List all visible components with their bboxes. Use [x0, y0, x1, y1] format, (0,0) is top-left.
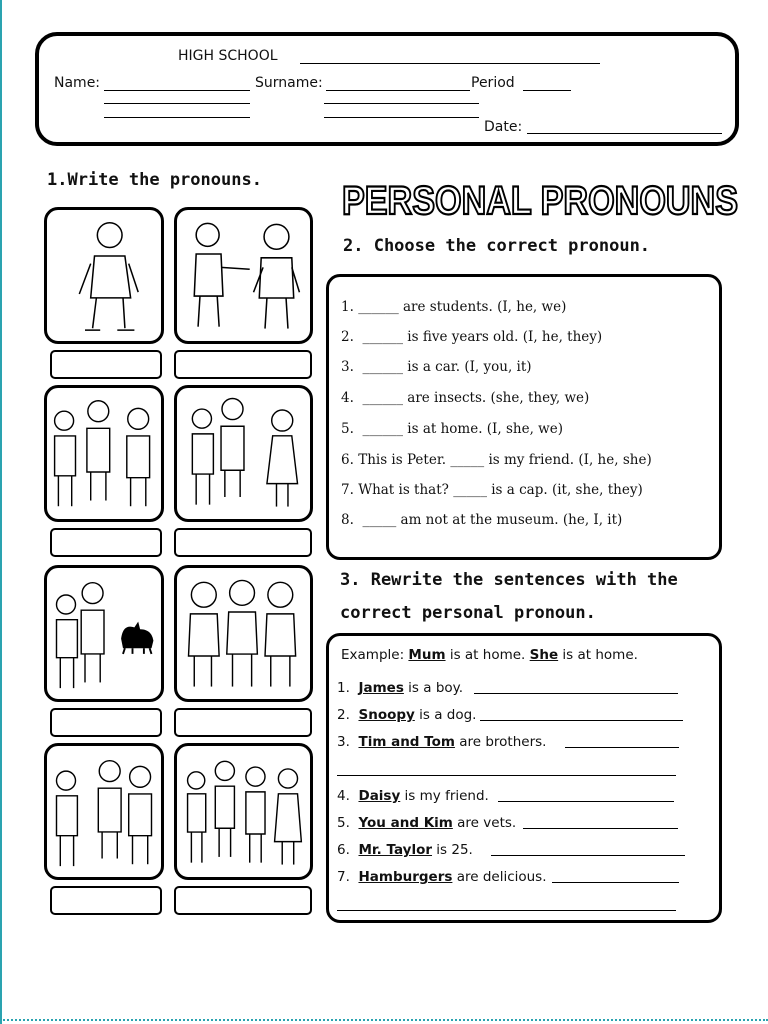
picture-four-children: [177, 746, 310, 877]
school-field[interactable]: [300, 63, 600, 64]
answer-box-3[interactable]: [50, 528, 162, 557]
answer-box-8[interactable]: [174, 886, 312, 915]
answer-box-4[interactable]: [174, 528, 312, 557]
cat-icon: [121, 622, 153, 654]
rewrite-item-7: 7. Hamburgers are delicious.: [337, 869, 547, 885]
answer-blank-6[interactable]: _____: [450, 452, 485, 468]
section3-title-line2: correct personal pronoun.: [340, 603, 596, 623]
name-field[interactable]: [104, 90, 250, 91]
date-label: Date:: [484, 119, 523, 135]
example-sentence: Example: Mum is at home. She is at home.: [341, 647, 638, 663]
answer-box-2[interactable]: [174, 350, 312, 379]
picture-one-boy: [47, 210, 161, 341]
rewrite-line-1[interactable]: [474, 693, 678, 694]
picture-three-boys: [47, 388, 161, 519]
rewrite-line-3a[interactable]: [565, 747, 679, 748]
rewrite-line-2[interactable]: [480, 720, 683, 721]
rewrite-item-3: 3. Tim and Tom are brothers.: [337, 734, 547, 750]
page-edge-left: [0, 0, 2, 1024]
picture-card-1: [44, 207, 164, 344]
student-info-box: [35, 32, 739, 146]
question-7: 7. What is that? _____ is a cap. (it, she, they): [341, 482, 643, 498]
name-label: Name:: [54, 75, 101, 91]
surname-field[interactable]: [326, 90, 470, 91]
question-4: 4. ______ are insects. (she, they, we): [341, 390, 590, 406]
rewrite-line-3b[interactable]: [337, 775, 676, 776]
picture-three-boys-group: [177, 568, 310, 699]
picture-boys-and-girl: [177, 388, 310, 519]
name-field-line3[interactable]: [104, 117, 250, 118]
picture-card-5: [44, 565, 164, 702]
picture-card-8: [174, 743, 313, 880]
rewrite-item-2: 2. Snoopy is a dog.: [337, 707, 477, 723]
answer-blank-5[interactable]: ______: [362, 421, 403, 437]
name-field-line2[interactable]: [104, 103, 250, 104]
answer-blank-2[interactable]: ______: [362, 329, 403, 345]
picture-card-6: [174, 565, 313, 702]
answer-box-1[interactable]: [50, 350, 162, 379]
section1-title: 1.Write the pronouns.: [47, 170, 262, 190]
rewrite-line-7a[interactable]: [552, 882, 679, 883]
worksheet-title: [340, 174, 740, 224]
picture-boys-and-cat: [47, 568, 161, 699]
answer-box-7[interactable]: [50, 886, 162, 915]
school-label: HIGH SCHOOL: [178, 48, 278, 64]
surname-field-line2[interactable]: [324, 103, 479, 104]
answer-blank-8[interactable]: _____: [362, 512, 397, 528]
worksheet-title-text: PERSONAL PRONOUNS: [342, 179, 738, 223]
rewrite-item-5: 5. You and Kim are vets.: [337, 815, 517, 831]
question-3: 3. ______ is a car. (I, you, it): [341, 359, 532, 375]
picture-boys-pointing: [47, 746, 161, 877]
surname-field-line3[interactable]: [324, 117, 479, 118]
answer-blank-4[interactable]: ______: [362, 390, 403, 406]
question-8: 8. _____ am not at the museum. (he, I, it): [341, 512, 623, 528]
picture-card-2: [174, 207, 313, 344]
answer-box-6[interactable]: [174, 708, 312, 737]
picture-card-7: [44, 743, 164, 880]
rewrite-line-4[interactable]: [498, 801, 674, 802]
question-5: 5. ______ is at home. (I, she, we): [341, 421, 563, 437]
answer-blank-1[interactable]: ______: [358, 299, 399, 315]
rewrite-item-6: 6. Mr. Taylor is 25.: [337, 842, 473, 858]
rewrite-line-6[interactable]: [491, 855, 685, 856]
rewrite-item-4: 4. Daisy is my friend.: [337, 788, 489, 804]
question-6: 6. This is Peter. _____ is my friend. (I, he, she): [341, 452, 652, 468]
picture-card-4: [174, 385, 313, 522]
period-field[interactable]: [523, 90, 571, 91]
section2-title: 2. Choose the correct pronoun.: [343, 236, 651, 256]
picture-card-3: [44, 385, 164, 522]
section3-title-line1: 3. Rewrite the sentences with the: [340, 570, 678, 590]
question-2: 2. ______ is five years old. (I, he, they): [341, 329, 603, 345]
answer-blank-3[interactable]: ______: [362, 359, 403, 375]
surname-label: Surname:: [255, 75, 323, 91]
answer-box-5[interactable]: [50, 708, 162, 737]
rewrite-line-5[interactable]: [523, 828, 678, 829]
date-field[interactable]: [527, 133, 722, 134]
rewrite-line-7b[interactable]: [337, 910, 676, 911]
period-label: Period: [471, 75, 515, 91]
picture-two-boys-pointing: [177, 210, 310, 341]
answer-blank-7[interactable]: _____: [453, 482, 487, 498]
page-edge-bottom: [0, 1019, 768, 1021]
question-1: 1. ______ are students. (I, he, we): [341, 299, 567, 315]
rewrite-item-1: 1. James is a boy.: [337, 680, 464, 696]
